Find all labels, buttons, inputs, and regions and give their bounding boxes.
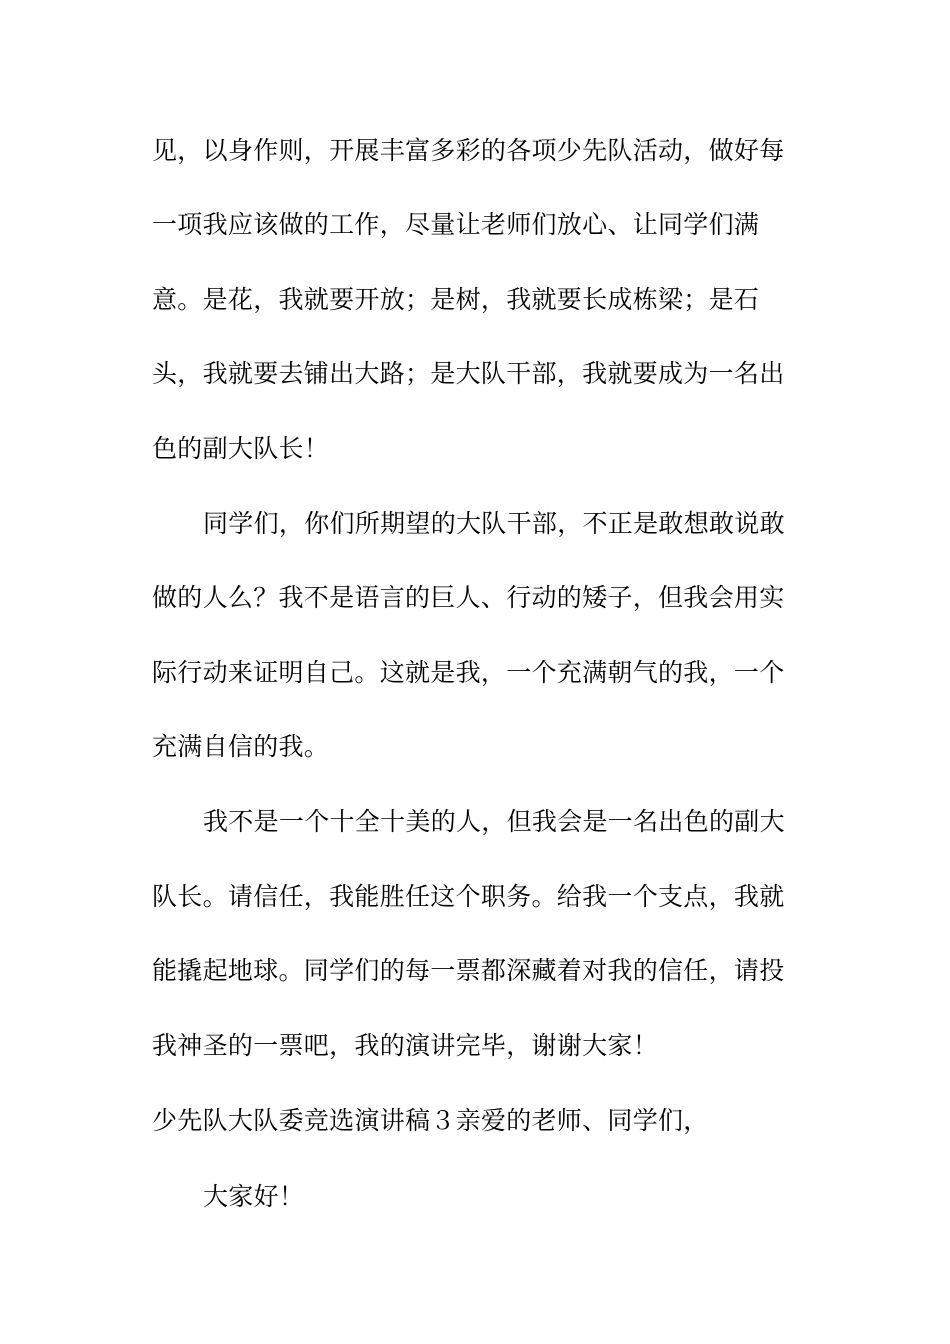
text-line: 我神圣的一票吧，我的演讲完毕，谢谢大家！ <box>152 1031 659 1060</box>
text-line: 做的人么？我不是语言的巨人、行动的矮子，但我会用实 <box>152 583 785 612</box>
paragraph-start-line: 我不是一个十全十美的人，但我会是一名出色的副大 <box>203 807 785 836</box>
text-line: 一项我应该做的工作，尽量让老师们放心、让同学们满 <box>152 210 760 239</box>
text-line: 队长。请信任，我能胜任这个职务。给我一个支点，我就 <box>152 882 785 911</box>
text-line: 能撬起地球。同学们的每一票都深藏着对我的信任，请投 <box>152 956 785 985</box>
paragraph-start-line: 同学们，你们所期望的大队干部，不正是敢想敢说敢 <box>203 509 785 538</box>
text-line: 头，我就要去铺出大路；是大队干部，我就要成为一名出 <box>152 359 785 388</box>
text-line: 色的副大队长！ <box>152 434 330 463</box>
text-line: 际行动来证明自己。这就是我，一个充满朝气的我，一个 <box>152 658 785 687</box>
text-line: 意。是花，我就要开放；是树，我就要长成栋梁；是石 <box>152 285 760 314</box>
text-line: 充满自信的我。 <box>152 732 330 761</box>
text-line: 见，以身作则，开展丰富多彩的各项少先队活动，做好每 <box>152 136 785 165</box>
greeting-line: 大家好！ <box>203 1182 305 1211</box>
section-heading-line: 少先队大队委竞选演讲稿３亲爱的老师、同学们， <box>152 1106 709 1135</box>
